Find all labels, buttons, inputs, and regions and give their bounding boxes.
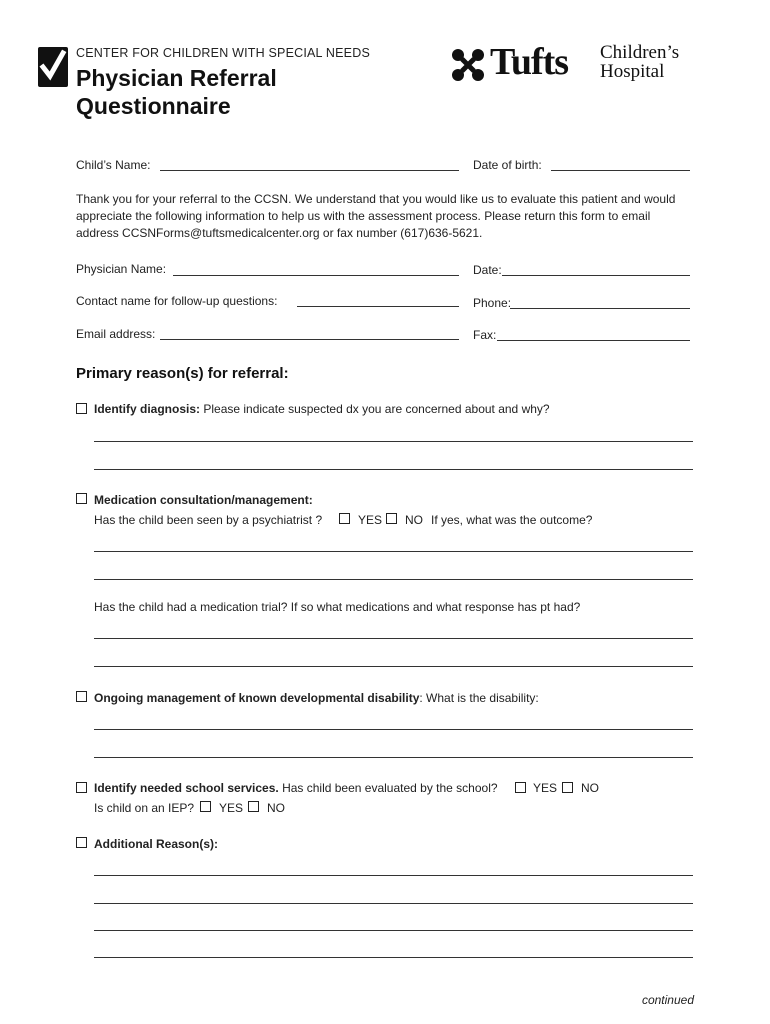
tufts-logo-mark-icon — [450, 47, 486, 83]
checkmark-logo-icon — [38, 47, 68, 87]
logo-word: Tufts — [490, 41, 569, 83]
school-evaluated-yes-checkbox[interactable] — [515, 782, 526, 793]
psychiatrist-question: Has the child been seen by a psychiatrist ? — [94, 513, 323, 527]
child-name-field[interactable] — [160, 170, 459, 171]
identify-diagnosis-checkbox[interactable] — [76, 403, 87, 414]
section-title: Primary reason(s) for referral: — [76, 365, 289, 382]
email-label: Email address: — [76, 327, 156, 341]
psychiatrist-yes-checkbox[interactable] — [339, 513, 350, 524]
outcome-question: If yes, what was the outcome? — [431, 513, 593, 527]
contact-name-label: Contact name for follow-up questions: — [76, 294, 278, 308]
iep-no-checkbox[interactable] — [248, 801, 259, 812]
email-field[interactable] — [160, 339, 459, 340]
tufts-childrens-hospital-logo — [450, 41, 700, 88]
ongoing-management-checkbox[interactable] — [76, 691, 87, 702]
intro-paragraph: Thank you for your referral to the CCSN. We understand that you would like us to evaluate this patient and would appreciate the following information to help us with the assessment process. Please return this form to email address CCSNForms@tuftsmedicalcenter.org or fax number (617)636-5621. — [76, 192, 676, 240]
diagnosis-line-2[interactable] — [94, 469, 693, 470]
school-evaluated-no-label: NO — [581, 781, 599, 795]
additional-line-3[interactable] — [94, 930, 693, 931]
medication-checkbox[interactable] — [76, 493, 87, 504]
contact-name-field[interactable] — [297, 306, 459, 307]
psychiatrist-no-checkbox[interactable] — [386, 513, 397, 524]
child-name-label: Child’s Name: — [76, 158, 151, 172]
logo-subtext: Children’s Hospital — [600, 42, 680, 82]
phone-label: Phone: — [473, 296, 512, 310]
additional-line-4[interactable] — [94, 957, 693, 958]
school-evaluated-no-checkbox[interactable] — [562, 782, 573, 793]
fax-label: Fax: — [473, 328, 497, 342]
school-services-label: Identify needed school services. Has child been evaluated by the school? — [94, 781, 498, 795]
disability-line-2[interactable] — [94, 757, 693, 758]
additional-reasons-label: Additional Reason(s): — [94, 837, 219, 851]
additional-line-2[interactable] — [94, 903, 693, 904]
dob-field[interactable] — [551, 170, 690, 171]
date-field[interactable] — [502, 275, 690, 276]
med-trial-line-2[interactable] — [94, 666, 693, 667]
outcome-line-2[interactable] — [94, 579, 693, 580]
fax-field[interactable] — [497, 340, 690, 341]
psychiatrist-yes-label: YES — [358, 513, 383, 527]
center-name: CENTER FOR CHILDREN WITH SPECIAL NEEDS — [76, 46, 370, 60]
physician-name-label: Physician Name: — [76, 262, 167, 276]
page-title: Physician Referral Questionnaire — [76, 65, 277, 119]
phone-field[interactable] — [510, 308, 690, 309]
dob-label: Date of birth: — [473, 158, 542, 172]
disability-line-1[interactable] — [94, 729, 693, 730]
iep-yes-checkbox[interactable] — [200, 801, 211, 812]
identify-diagnosis-label: Identify diagnosis: Please indicate suspected dx you are concerned about and why? — [94, 402, 550, 416]
iep-no-label: NO — [267, 801, 285, 815]
psychiatrist-no-label: NO — [405, 513, 423, 527]
iep-question: Is child on an IEP? — [94, 801, 195, 815]
physician-name-field[interactable] — [173, 275, 459, 276]
medication-label: Medication consultation/management: — [94, 493, 313, 507]
school-services-checkbox[interactable] — [76, 782, 87, 793]
school-evaluated-yes-label: YES — [533, 781, 558, 795]
continued-note: continued — [641, 993, 694, 1007]
ongoing-management-label: Ongoing management of known developmental disability: What is the disability: — [94, 691, 539, 705]
med-trial-line-1[interactable] — [94, 638, 693, 639]
med-trial-question: Has the child had a medication trial? If so what medications and what response has pt had? — [94, 600, 581, 614]
date-label: Date: — [473, 263, 502, 277]
diagnosis-line-1[interactable] — [94, 441, 693, 442]
iep-yes-label: YES — [219, 801, 244, 815]
outcome-line-1[interactable] — [94, 551, 693, 552]
additional-reasons-checkbox[interactable] — [76, 837, 87, 848]
additional-line-1[interactable] — [94, 875, 693, 876]
